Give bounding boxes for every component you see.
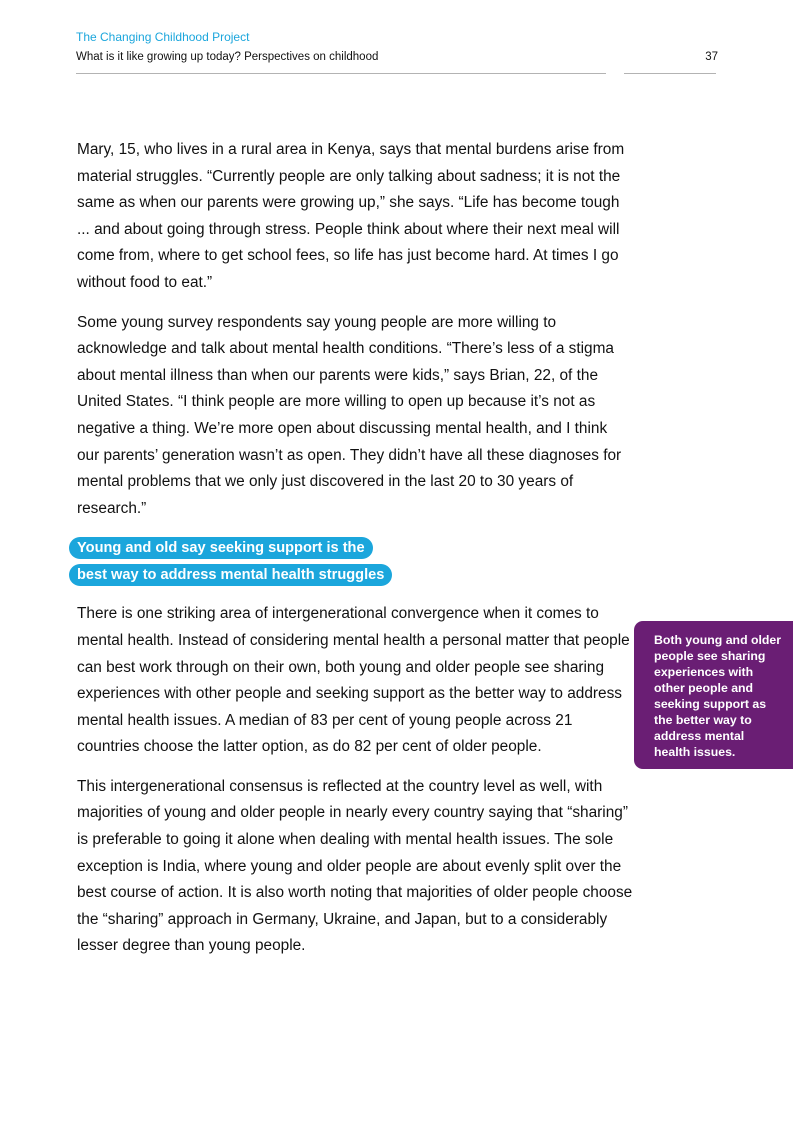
header-rule-right <box>624 73 716 74</box>
paragraph-convergence: There is one striking area of intergenerational convergence when it comes to mental health. Instead of considering mental health a personal matter that people can best work through on their own, both young and older people see sharing experiences with other people and seeking support as the better way to address mental health issues. A median of 83 per cent of young people across 21 countries choose the latter option, as do 82 per cent of older people. <box>77 605 630 756</box>
header-subtitle: What is it like growing up today? Perspectives on childhood <box>76 51 379 63</box>
page-number: 37 <box>705 51 718 63</box>
section-heading <box>69 535 633 589</box>
body-text <box>77 137 633 973</box>
paragraph-brian: Some young survey respondents say young people are more willing to acknowledge and talk about mental health conditions. “There’s less of a stigma about mental illness than when our parents were kids,” says Brian, 22, of the United States. “I think people are more willing to open up because it’s not as negative a thing. We’re more open about discussing mental health, and I think our parents’ generation wasn’t as open. They didn’t have all these diagnoses for mental problems that we only just discovered in the last 20 to 30 years of research.” <box>77 313 622 517</box>
header-rule-left <box>76 73 606 74</box>
section-heading-line-1: Young and old say seeking support is the <box>69 537 373 559</box>
header-project-title: The Changing Childhood Project <box>76 30 250 44</box>
paragraph-mary: Mary, 15, who lives in a rural area in Kenya, says that mental burdens arise from material struggles. “Currently people are only talking about sadness; it is not the same as when our parents were growing up,” she says. “Life has become tough ... and about going through stress. People think about where their next meal will come from, where to get school fees, so life has just become hard. At times I go without food to eat.” <box>77 141 625 291</box>
section-heading-line-2: best way to address mental health struggles <box>69 564 392 586</box>
sidebar-callout: Both young and older people see sharing experiences with other people and seeking support as the better way to address mental health issues. <box>634 621 793 769</box>
paragraph-consensus: This intergenerational consensus is reflected at the country level as well, with majorities of young and older people in nearly every country saying that “sharing” is preferable to going it alone when dealing with mental health issues. The sole exception is India, where young and older people are about evenly split over the best course of action. It is also worth noting that majorities of older people choose the “sharing” approach in Germany, Ukraine, and Japan, but to a considerably lesser degree than young people. <box>77 777 633 955</box>
